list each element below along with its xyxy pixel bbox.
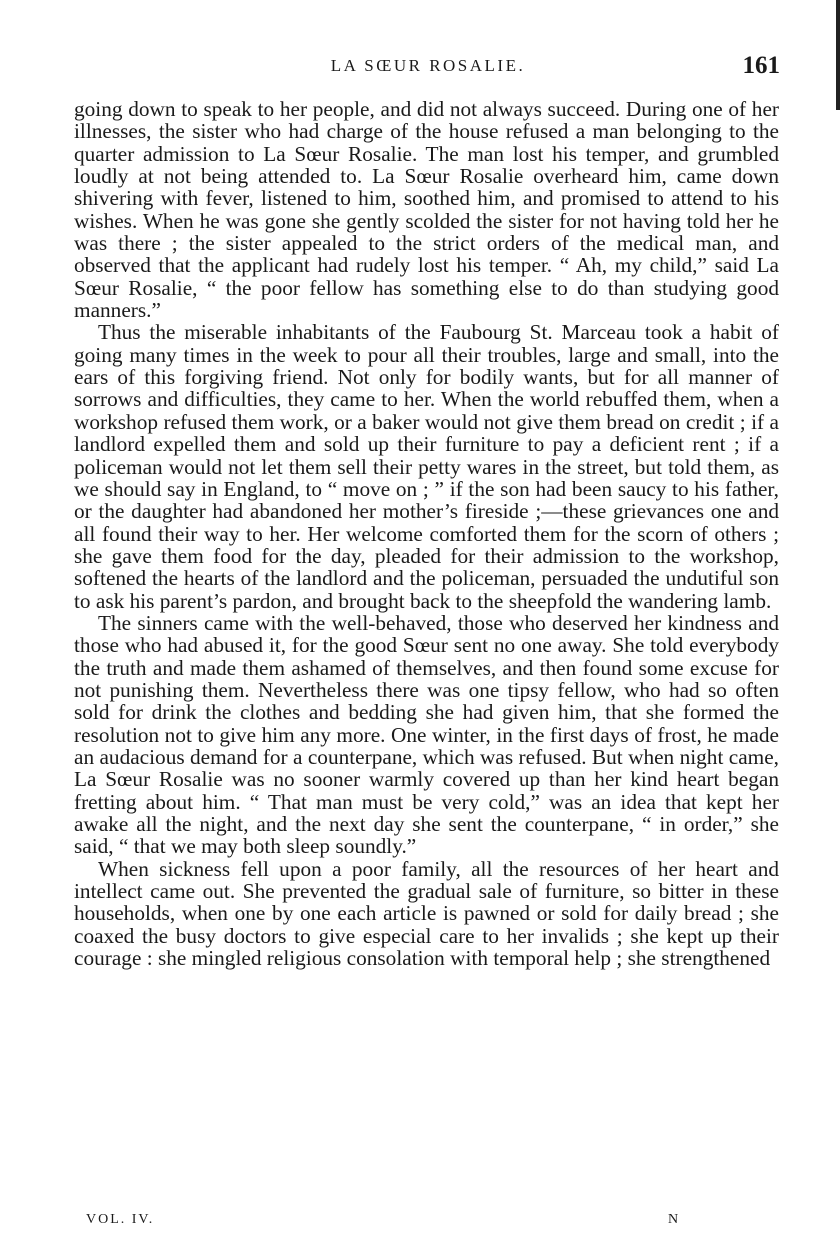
body-text (74, 98, 779, 969)
paragraph: Thus the miserable inhabitants of the Faubourg St. Marceau took a habit of going many times in the week to pour all their troubles, large and small, into the ears of this forgiving friend. Not only for bodily wants, but for all manner of sorrows and difficulties, they came to her. When the world rebuffed them, when a workshop refused them work, or a baker would not give them bread on credit ; if a landlord expelled them and sold up their furniture to pay a deficient rent ; if a policeman would not let them sell their petty wares in the street, but told them, as we should say in England, to “ move on ; ” if the son had been saucy to his father, or the daughter had abandoned her mother’s fireside ;—these grievances one and all found their way to her. Her welcome comforted them for the scorn of others ; she gave them food for the day, pleaded for their admission to the workshop, softened the hearts of the landlord and the policeman, persuaded the undutiful son to ask his parent’s pardon, and brought back to the sheepfold the wandering lamb. (74, 320, 779, 613)
paragraph: When sickness fell upon a poor family, all the resources of her heart and intellect came out. She prevented the gradual sale of furniture, so bitter in these households, when one by one each article is pawned or sold for daily bread ; she coaxed the busy doctors to give especial care to her invalids ; she kept up their courage : she mingled religious consolation with temporal help ; she strengthened (74, 856, 779, 971)
page-number: 161 (742, 52, 780, 79)
page-edge-rule (836, 0, 840, 110)
running-title: LA SŒUR ROSALIE. (330, 56, 526, 75)
running-head (74, 52, 782, 84)
volume-mark: VOL. IV. (86, 1212, 155, 1227)
paragraph: going down to speak to her people, and did not always succeed. During one of her illnesses, the sister who had charge of the house refused a man belonging to the quarter admission to La Sœur Rosalie. The man lost his temper, and grumbled loudly at not being attended to. La Sœur Rosalie overheard him, came down shivering with fever, listened to him, soothed him, and promised to attend to his wishes. When he was gone she gently scolded the sister for not having told her he was there ; the sister appealed to the strict orders of the medical man, and observed that the applicant had rudely lost his temper. “ Ah, my child,” said La Sœur Rosalie, “ the poor fellow has something else to do than studying good manners.” (74, 97, 779, 323)
footer-signature (86, 1212, 686, 1232)
paragraph: The sinners came with the well-behaved, those who deserved her kindness and those who had abused it, for the good Sœur sent no one away. She told everybody the truth and made them ashamed of themselves, and then found some excuse for not punishing them. Nevertheless there was one tipsy fellow, who had so often sold for drink the clothes and bedding she had given him, that she formed the resolution not to give him any more. One winter, in the first days of frost, he made an audacious demand for a counterpane, which was refused. But when night came, La Sœur Rosalie was no sooner warmly covered up than her kind heart began fretting about him. “ That man must be very cold,” was an idea that kept her awake all the night, and the next day she sent the counterpane, “ in order,” she said, “ that we may both sleep soundly.” (74, 610, 779, 859)
signature-letter: N (668, 1212, 681, 1227)
